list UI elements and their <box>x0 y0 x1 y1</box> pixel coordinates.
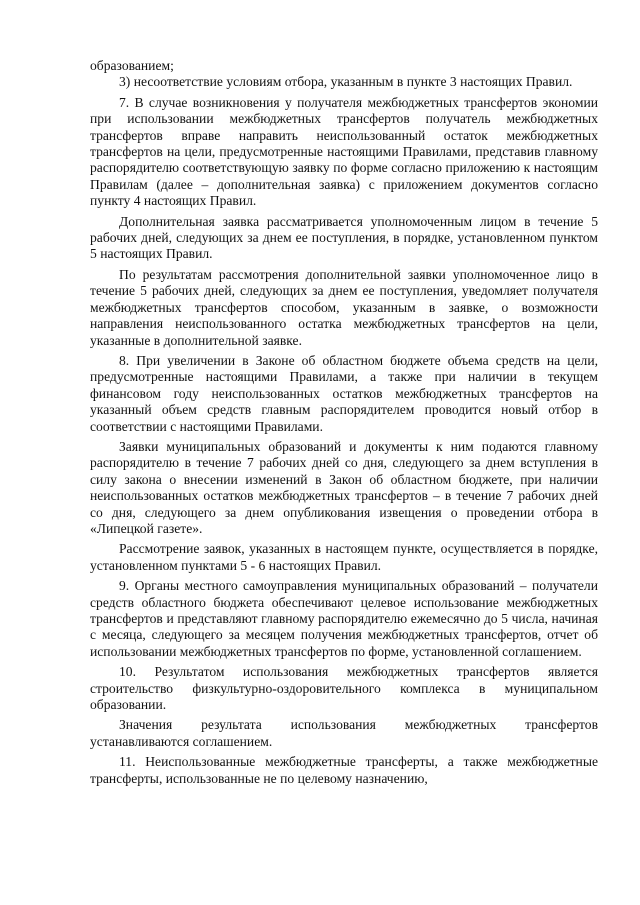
paragraph-applications-submission: Заявки муниципальных образований и документы к ним подаются главному распорядителю в течение 7 рабочих дней со дня, следующего за днем вступления в силу закона о внесении изменений в Закон об областном бюджете, при наличии неиспользованных остатков межбюджетных трансфертов – в течение 7 рабочих дней со дня, следующего за днем опубликования извещения о проведении отбора в «Липецкой газете». <box>90 438 598 536</box>
paragraph-clause-7: 7. В случае возникновения у получателя межбюджетных трансфертов экономии при использовании межбюджетных трансфертов получатель межбюджетных трансфертов вправе направить неиспользованный остаток межбюджетных трансфертов на цели, предусмотренные настоящими Правилами, представив главному распорядителю соответствующую заявку по форме согласно приложению к настоящим Правилам (далее – дополнительная заявка) с приложением документов согласно пункту 4 настоящих Правил. <box>90 94 598 209</box>
paragraph-additional-application-review: Дополнительная заявка рассматривается уполномоченным лицом в течение 5 рабочих дней, следующих за днем ее поступления, в порядке, установленном пунктом 5 настоящих Правил. <box>90 213 598 262</box>
paragraph-result-values: Значения результата использования межбюджетных трансфертов устанавливаются соглашением. <box>90 717 598 749</box>
paragraph-applications-review: Рассмотрение заявок, указанных в настоящем пункте, осуществляется в порядке, установленном пунктами 5 - 6 настоящих Правил. <box>90 541 598 573</box>
paragraph-clause-11: 11. Неиспользованные межбюджетные трансферты, а также межбюджетные трансферты, использованные не по целевому назначению, <box>90 754 598 786</box>
paragraph-continuation: образованием; <box>90 58 174 73</box>
paragraph-item-3: 3) несоответствие условиям отбора, указанным в пункте 3 настоящих Правил. <box>119 74 573 90</box>
paragraph-clause-10: 10. Результатом использования межбюджетных трансфертов является строительство физкультурно-оздоровительного комплекса в муниципальном образовании. <box>90 664 598 713</box>
paragraph-clause-8: 8. При увеличении в Законе об областном бюджете объема средств на цели, предусмотренные настоящими Правилами, а также при наличии в текущем финансовом году неиспользованных остатков межбюджетных трансфертов на указанный объем средств главным распорядителем проводится новый отбор в соответствии с настоящими Правилами. <box>90 352 598 434</box>
document-page <box>90 58 598 787</box>
paragraph-review-results: По результатам рассмотрения дополнительной заявки уполномоченное лицо в течение 5 рабочих дней, следующих за днем ее поступления, уведомляет получателя межбюджетных трансфертов способом, указанным в заявке, о возможности направления неиспользованного остатка межбюджетных трансфертов на цели, указанные в дополнительной заявке. <box>90 266 598 348</box>
paragraph-clause-9: 9. Органы местного самоуправления муниципальных образований – получатели средств областного бюджета обеспечивают целевое использование межбюджетных трансфертов и представляют главному распорядителю ежемесячно до 5 числа, начиная с месяца, следующего за месяцем получения межбюджетных трансфертов, отчет об использовании межбюджетных трансфертов по форме, установленной соглашением. <box>90 578 598 659</box>
